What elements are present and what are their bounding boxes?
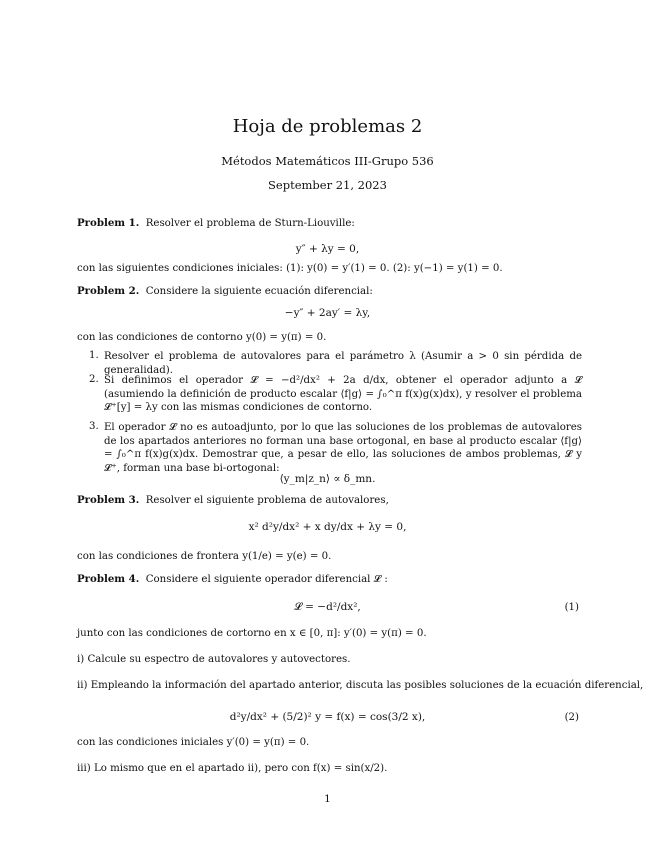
problem-4-part-iii: iii) Lo mismo que en el apartado ii), pero con f(x) = sin(x/2). <box>77 763 388 774</box>
problem-4-conditions: junto con las condiciones de cortorno en x ∈ [0, π]: y′(0) = y(π) = 0. <box>77 628 427 639</box>
equation-number: (2) <box>564 712 579 723</box>
problem-2-equation: −y″ + 2ay′ = λy, <box>284 307 371 319</box>
problem-4-equation: 𝓛 = −d²/dx², <box>294 601 361 613</box>
list-item: Resolver el problema de autovalores para el parámetro λ (Asumir a > 0 sin pérdida de generalidad). <box>104 351 582 376</box>
problem-4 <box>77 573 388 587</box>
problem-3-label: Problem 3. <box>77 494 140 506</box>
problem-1-label: Problem 1. <box>77 217 140 229</box>
list-item: El operador 𝓛 no es autoadjunto, por lo que las soluciones de los problemas de autovalores de los apartados anteriores no forman una base ortogonal, en base al producto escalar ⟨f|g⟩ = ∫₀^π f(x)g(x)dx. Demostrar que, a pesar de ello, las soluciones de ambos problemas, 𝓛 y 𝓛⁺, forman una base bi-ortogonal: <box>104 422 582 474</box>
problem-3-equation: x² d²y/dx² + x dy/dx + λy = 0, <box>248 521 407 533</box>
equation-number: (1) <box>564 602 579 613</box>
problem-4-part-ii: ii) Empleando la información del apartado anterior, discuta las posibles soluciones de la ecuación diferencial, <box>77 680 644 691</box>
problem-3-conditions: con las condiciones de frontera y(1/e) = y(e) = 0. <box>77 551 332 562</box>
problem-2-label: Problem 2. <box>77 285 140 297</box>
list-item-number: 3. <box>89 421 99 432</box>
list-item: Si definimos el operador 𝓛 = −d²/dx² + 2a d/dx, obtener el operador adjunto a 𝓛 (asumiendo la definición de producto escalar ⟨f|g⟩ = ∫₀^π f(x)g(x)dx), y resolver el problema 𝓛⁺[y] = λy con las mismas condiciones de contorno. <box>104 375 582 413</box>
page-number: 1 <box>324 793 331 805</box>
problem-4-conditions-2: con las condiciones iniciales y′(0) = y(π) = 0. <box>77 737 310 748</box>
document-title: Hoja de problemas 2 <box>232 116 423 137</box>
problem-4-part-i: i) Calcule su espectro de autovalores y autovectores. <box>77 654 351 665</box>
list-item-number: 1. <box>89 350 99 361</box>
problem-1-text: Resolver el problema de Sturn-Liouville: <box>145 218 355 229</box>
problem-1-equation: y″ + λy = 0, <box>295 243 360 255</box>
problem-4-label: Problem 4. <box>77 573 140 585</box>
problem-4-equation-2: d²y/dx² + (5/2)² y = f(x) = cos(3/2 x), <box>229 711 426 723</box>
document-subtitle: Métodos Matemáticos III-Grupo 536 <box>221 154 434 168</box>
problem-3-text: Resolver el siguiente problema de autovalores, <box>145 495 389 506</box>
document-date: September 21, 2023 <box>268 178 387 192</box>
list-item-number: 2. <box>89 374 99 385</box>
problem-2-conditions: con las condiciones de contorno y(0) = y(π) = 0. <box>77 332 327 343</box>
problem-2 <box>77 285 373 299</box>
problem-2-text: Considere la siguiente ecuación diferencial: <box>145 286 373 297</box>
problem-4-text: Considere el siguiente operador diferencial 𝓛 : <box>145 574 388 585</box>
biorthogonal-relation: ⟨y_m|z_n⟩ ∝ δ_mn. <box>279 473 376 485</box>
problem-1-conditions: con las siguientes condiciones iniciales: (1): y(0) = y′(1) = 0. (2): y(−1) = y(1) = 0. <box>77 263 503 274</box>
problem-1 <box>77 217 355 231</box>
problem-3 <box>77 494 389 508</box>
